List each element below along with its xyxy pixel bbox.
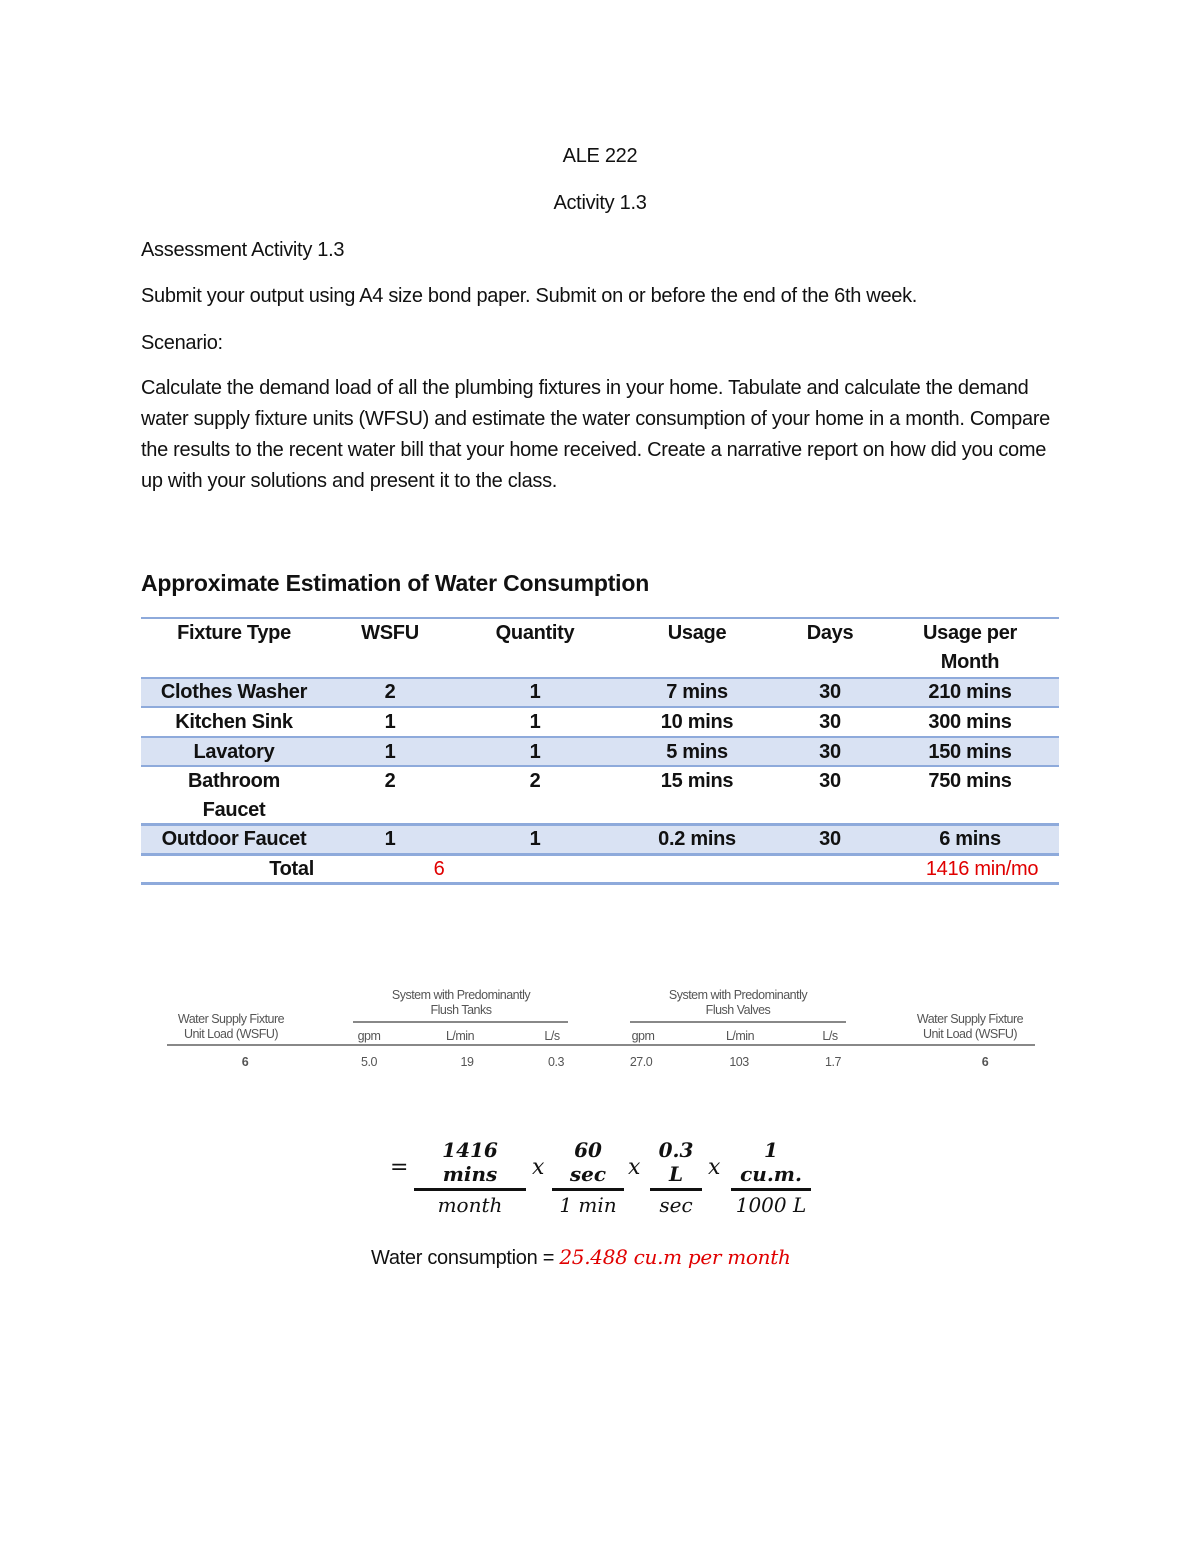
table-cell: 15 mins [660,770,734,792]
scenario-text: Calculate the demand load of all the plumbing fixtures in your home. Tabulate and calculate the demand water supply fixture units (WFSU) and estimate the water consumption of your home in a month. Compare the results to the recent water bill that your home received. Create a narrative report on how did you come up with your solutions and present it to the class. [141,377,1050,492]
rule [141,765,1059,767]
table-title: Approximate Estimation of Water Consumption [141,570,650,596]
table-cell: 210 mins [928,681,1012,703]
table-cell: 6 mins [939,828,1001,850]
table-cell: 150 mins [928,741,1012,763]
assessment-label: Assessment Activity 1.3 [141,239,345,261]
header-fixture-type: Fixture Type [177,622,291,644]
table-cell: 300 mins [928,711,1012,733]
total-label: Total [269,858,314,880]
table-cell: 30 [819,681,841,703]
rule [141,823,1059,826]
rule [141,882,1059,885]
rule [167,1044,1035,1046]
numerator: 0.3 L [650,1138,702,1191]
table-cell: 1 [384,741,396,763]
table-cell: 10 mins [660,711,734,733]
table-cell: 1 [529,711,541,733]
rule [141,706,1059,708]
ref-value: 5.0 [361,1055,377,1069]
ref-value: 1.7 [825,1055,841,1069]
ref-value: 27.0 [629,1055,653,1069]
table-cell: 750 mins [928,770,1012,792]
row-fixture-continued: Faucet [202,799,266,821]
equals-sign: = [390,1155,409,1180]
table-cell: 30 [819,741,841,763]
result-value: 25.488 cu.m per month [559,1245,791,1269]
times-sign: x [708,1155,721,1180]
table-cell: 2 [384,681,396,703]
ref-value: 6 [981,1055,989,1069]
submit-instructions: Submit your output using A4 size bond paper. Submit on or before the end of the 6th week. [141,285,918,307]
numerator: 1416 mins [414,1138,526,1191]
table-cell: 30 [819,828,841,850]
fraction-2 [552,1138,624,1217]
rule [141,853,1059,856]
scenario-label: Scenario: [141,332,223,354]
denominator: 1000 L [735,1193,807,1217]
times-sign: x [532,1155,545,1180]
denominator: 1 min [559,1193,617,1217]
ref-value: 19 [460,1055,474,1069]
fraction-3 [650,1138,702,1217]
rule [353,1021,568,1023]
denominator: month [437,1193,503,1217]
rule [141,736,1059,738]
table-cell: 7 mins [666,681,728,703]
ref-header-wsfu-2: Unit Load (WSFU) [183,1027,279,1041]
ref-value: 6 [241,1055,249,1069]
rule [630,1021,846,1023]
total-wsfu: 6 [433,858,445,880]
ref-header-wsfu-right: Water Supply Fixture [916,1012,1024,1026]
ref-header-tanks-2: Flush Tanks [430,1003,492,1017]
ref-header-wsfu: Water Supply Fixture [177,1012,285,1026]
rule [141,617,1059,619]
ref-header-tanks: System with Predominantly [391,988,531,1002]
ref-unit: L/s [822,1029,838,1043]
ref-unit: L/min [725,1029,755,1043]
row-band [141,737,1059,766]
table-cell: 30 [819,711,841,733]
ref-value: 0.3 [548,1055,564,1069]
header-usage-per-month: Usage per [922,622,1018,644]
denominator: sec [659,1193,693,1217]
ref-unit: gpm [631,1029,655,1043]
ref-unit: gpm [357,1029,381,1043]
table-cell: 1 [384,828,396,850]
numerator: 1 cu.m. [731,1138,811,1191]
course-title: ALE 222 [562,145,638,167]
fraction-4 [731,1138,811,1217]
header-days: Days [806,622,854,644]
table-cell: 2 [529,770,541,792]
header-usage-per-month-2: Month [940,651,1000,673]
total-usage: 1416 min/mo [925,858,1039,880]
ref-unit: L/s [544,1029,560,1043]
ref-unit: L/min [445,1029,475,1043]
row-fixture-type: Clothes Washer [160,681,308,703]
numerator: 60 sec [552,1138,624,1191]
ref-header-valves: System with Predominantly [668,988,808,1002]
table-cell: 1 [529,741,541,763]
table-cell: 30 [819,770,841,792]
row-fixture-type: Bathroom [187,770,281,792]
row-fixture-type: Outdoor Faucet [161,828,307,850]
rule [141,677,1059,679]
result-label: Water consumption = [371,1247,560,1269]
fraction-1 [414,1138,526,1217]
table-cell: 5 mins [666,741,728,763]
table-cell: 1 [529,828,541,850]
table-cell: 0.2 mins [658,828,736,850]
table-cell: 1 [384,711,396,733]
activity-title: Activity 1.3 [553,192,647,214]
header-usage: Usage [667,622,727,644]
header-quantity: Quantity [495,622,575,644]
ref-header-valves-2: Flush Valves [705,1003,771,1017]
result [371,1245,791,1270]
table-cell: 2 [384,770,396,792]
row-fixture-type: Kitchen Sink [175,711,293,733]
times-sign: x [628,1155,641,1180]
table-cell: 1 [529,681,541,703]
ref-header-wsfu-right-2: Unit Load (WSFU) [922,1027,1018,1041]
ref-value: 103 [729,1055,749,1069]
row-fixture-type: Lavatory [193,741,275,763]
header-wsfu: WSFU [361,622,419,644]
